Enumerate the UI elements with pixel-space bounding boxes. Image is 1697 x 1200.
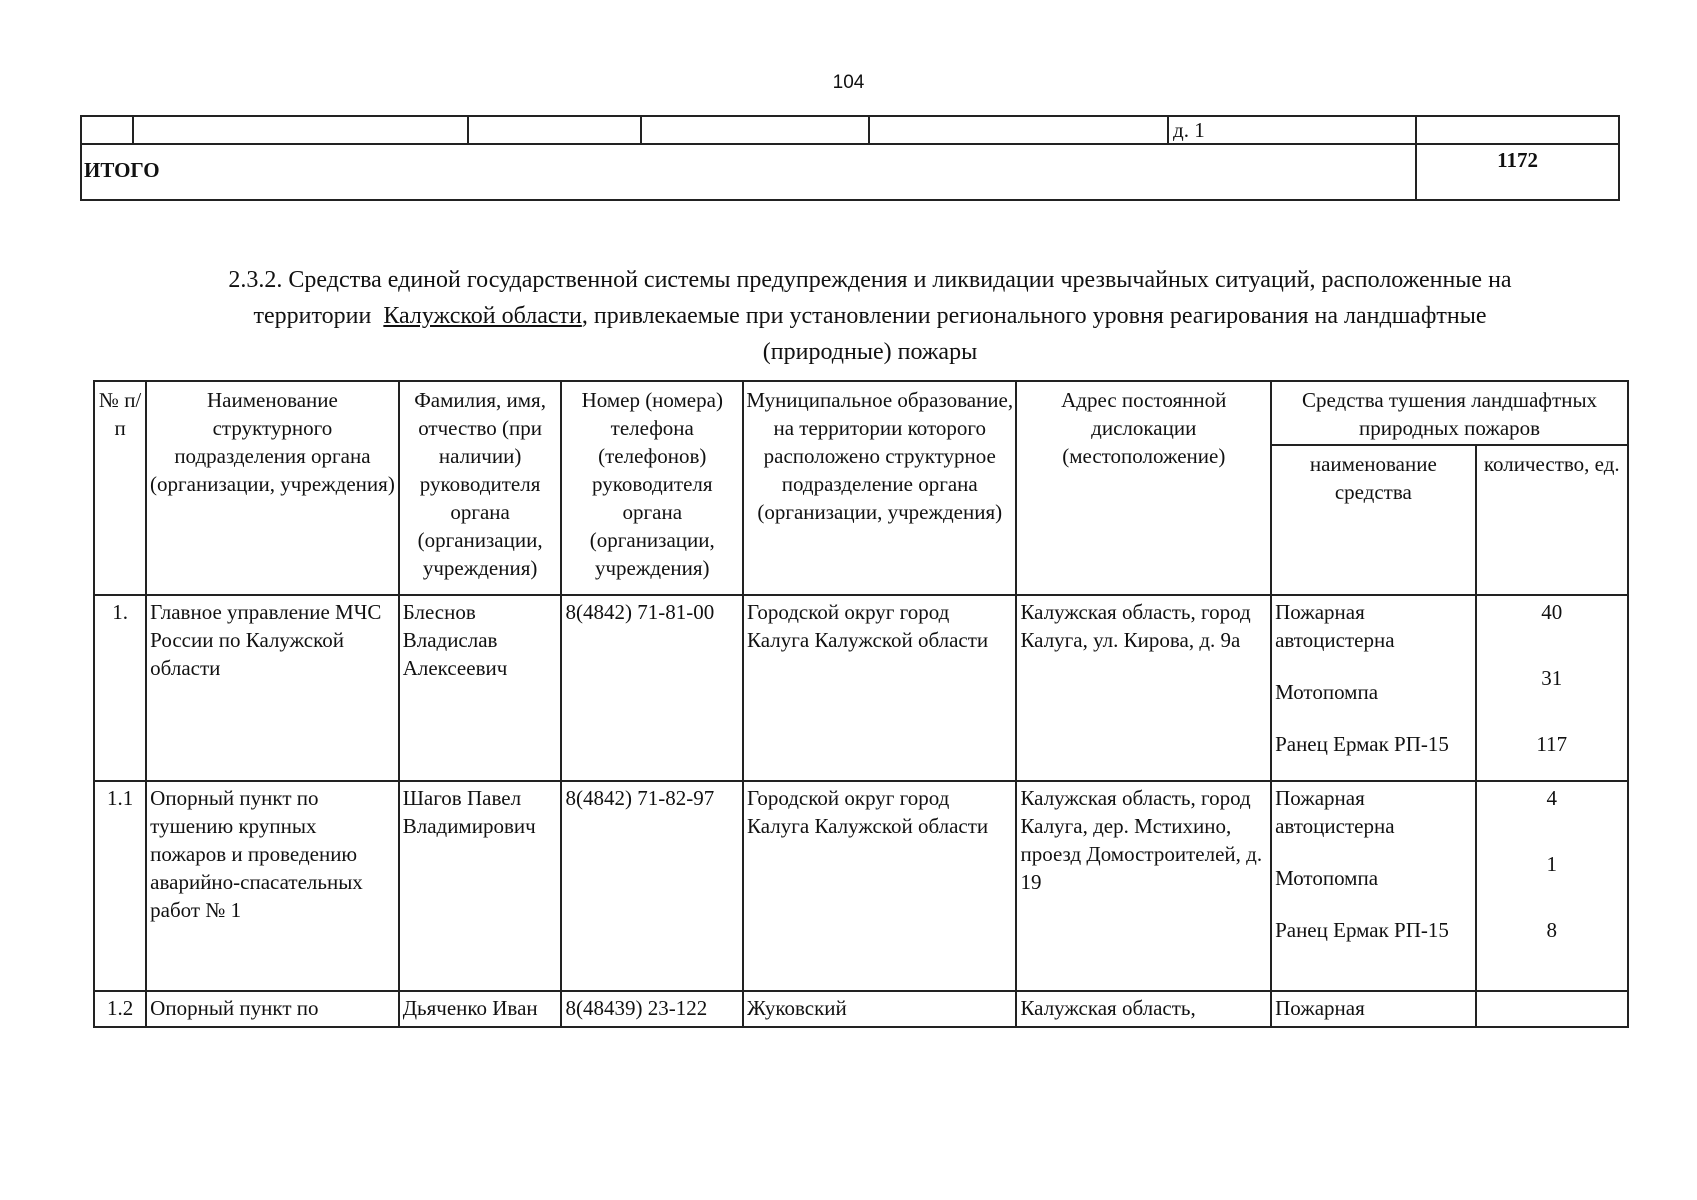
row-means [1271,781,1476,991]
row-address: Калужская область, [1016,991,1271,1027]
row-num: 1.1 [94,781,146,991]
means-name: Пожарная автоцистерна [1275,600,1395,652]
means-name: Пожарная автоцистерна [1275,786,1395,838]
header-row [94,381,1628,445]
header-municipality: Муниципальное образование, на территории которого расположено структурное подразделение органа (организации, учреждения) [743,381,1016,595]
address-cell: д. 1 [1168,116,1416,144]
heading-line-1: 2.3.2. Средства единой государственной системы предупреждения и ликвидации чрезвычайных ситуаций, расположенные на [228,267,1512,293]
means-name: Мотопомпа [1275,866,1379,890]
heading-prefix: территории [253,303,372,329]
row-means [1271,595,1476,781]
row-address: Калужская область, город Калуга, ул. Кирова, д. 9а [1016,595,1271,781]
means-qty: 40 [1541,600,1563,624]
table-cell [641,116,869,144]
row-qty [1476,595,1628,781]
row-unit: Главное управление МЧС России по Калужской области [146,595,399,781]
means-name: Ранец Ермак РП-15 [1275,732,1449,756]
row-qty [1476,991,1628,1027]
row-qty [1476,781,1628,991]
row-head: Шагов Павел Владимирович [399,781,562,991]
itogo-row [81,144,1619,200]
heading-suffix: , привлекаемые при установлении регионального уровня реагирования на ландшафтные [581,303,1487,329]
table-cell [81,116,133,144]
resources-table [93,380,1629,1028]
row-municipality: Городской округ город Калуга Калужской области [743,595,1016,781]
row-municipality: Жуковский [743,991,1016,1027]
summary-row [81,116,1619,144]
header-means-group: Средства тушения ландшафтных природных пожаров [1271,381,1628,445]
table-cell [1416,116,1619,144]
header-address: Адрес постоянной дислокации (местоположение) [1016,381,1271,595]
header-phone: Номер (номера) телефона (телефонов) руководителя органа (организации, учреждения) [561,381,743,595]
heading-region: Калужской области [383,303,582,329]
row-unit: Опорный пункт по [146,991,399,1027]
means-name: Ранец Ермак РП-15 [1275,918,1449,942]
header-unit: Наименование структурного подразделения органа (организации, учреждения) [146,381,399,595]
means-qty: 31 [1541,666,1563,690]
row-head: Блеснов Владислав Алексеевич [399,595,562,781]
row-phone: 8(48439) 23-122 [561,991,743,1027]
means-qty: 1 [1546,852,1558,876]
row-phone: 8(4842) 71-81-00 [561,595,743,781]
row-phone: 8(4842) 71-82-97 [561,781,743,991]
table-row [94,595,1628,781]
row-address: Калужская область, город Калуга, дер. Мстихино, проезд Домостроителей, д. 19 [1016,781,1271,991]
itogo-label: ИТОГО [81,144,1416,200]
itogo-value: 1172 [1416,144,1619,200]
table-cell [869,116,1168,144]
table-row [94,781,1628,991]
means-qty: 117 [1536,732,1568,756]
table-cell [468,116,641,144]
header-head: Фамилия, имя, отчество (при наличии) руководителя органа (организации, учреждения) [399,381,562,595]
row-head: Дьяченко Иван [399,991,562,1027]
row-means: Пожарная [1271,991,1476,1027]
table-cell [133,116,467,144]
means-qty: 8 [1546,918,1558,942]
summary-table [80,115,1620,201]
page-number: 104 [832,72,865,93]
header-num: № п/п [94,381,146,595]
row-municipality: Городской округ город Калуга Калужской области [743,781,1016,991]
means-qty: 4 [1546,786,1558,810]
row-num: 1. [94,595,146,781]
row-num: 1.2 [94,991,146,1027]
header-means-qty: количество, ед. [1476,445,1628,595]
header-means-name: наименование средства [1271,445,1476,595]
section-heading [140,262,1600,370]
table-row [94,991,1628,1027]
heading-line-2 [140,298,1600,334]
means-name: Мотопомпа [1275,680,1379,704]
heading-line-3: (природные) пожары [762,339,978,365]
row-unit: Опорный пункт по тушению крупных пожаров и проведению аварийно-спасательных работ № 1 [146,781,399,991]
